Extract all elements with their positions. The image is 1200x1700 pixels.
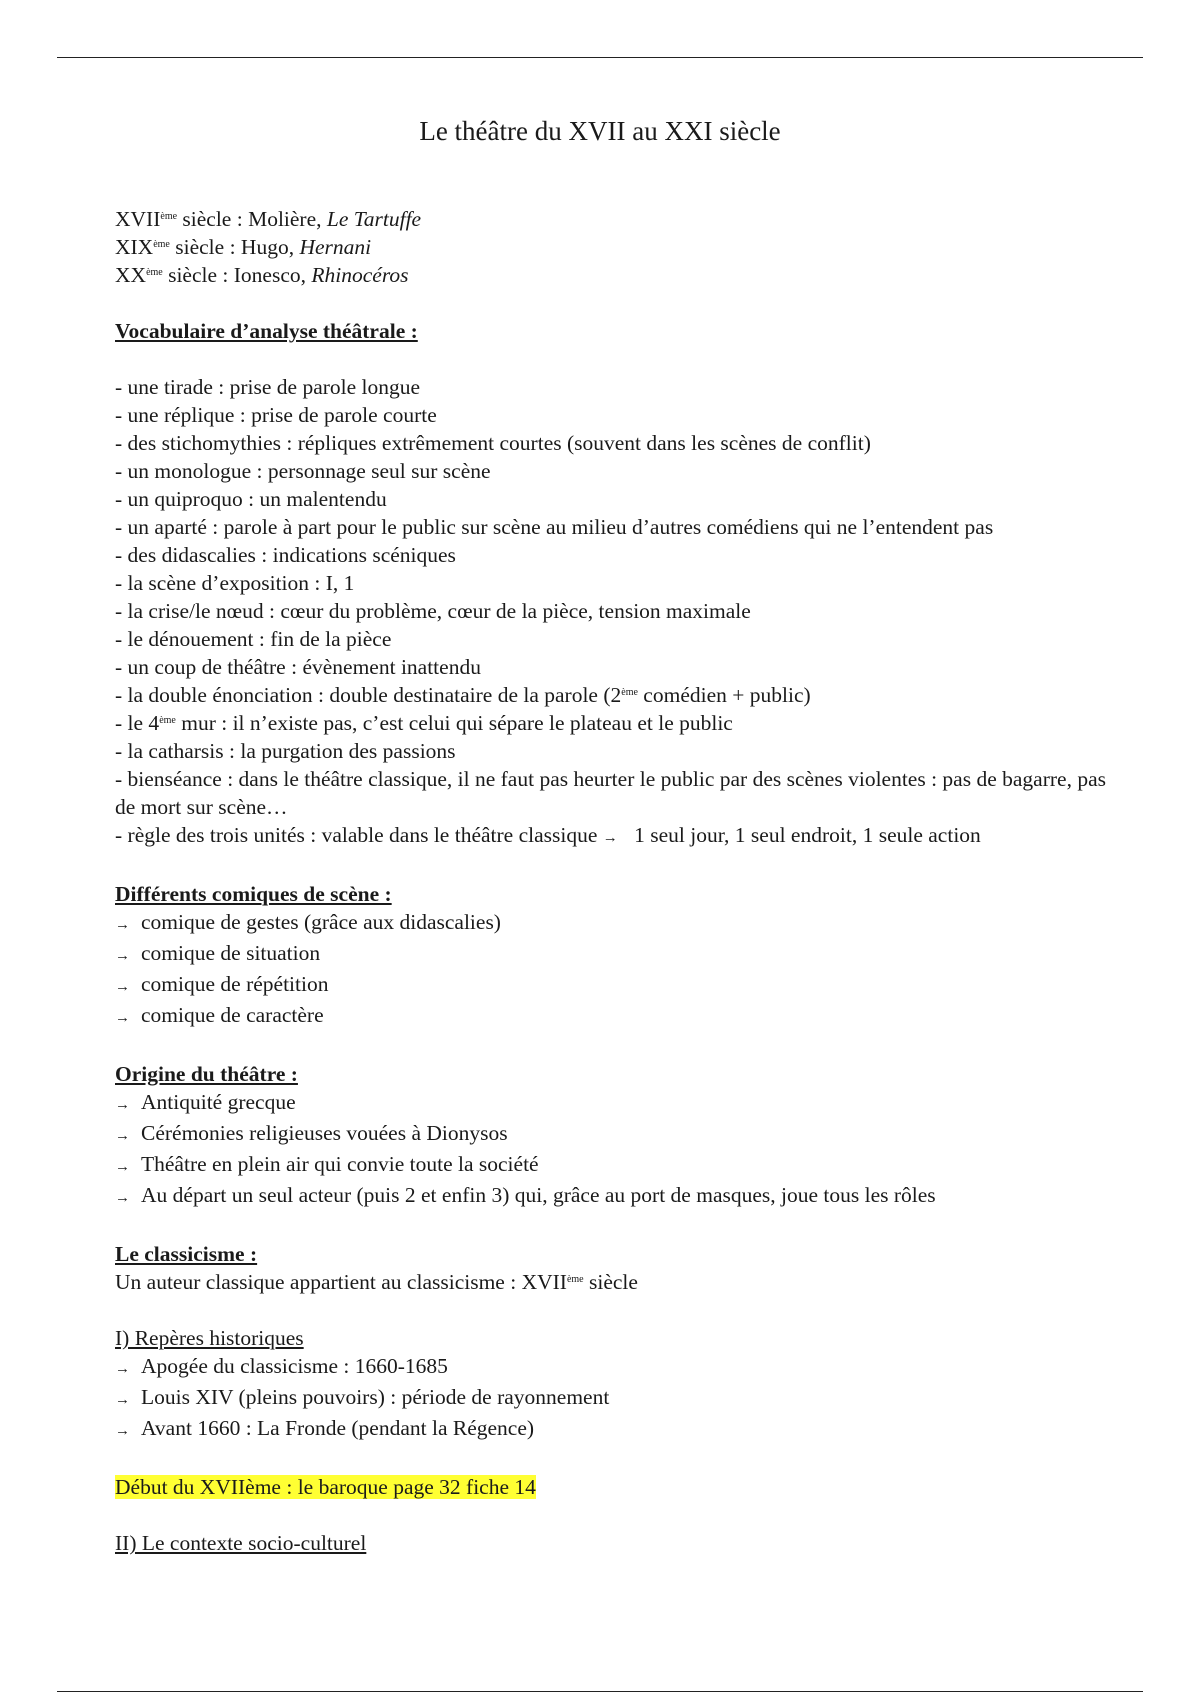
vocab-item: - le dénouement : fin de la pièce (115, 627, 392, 651)
item-text: comique de situation (141, 941, 321, 965)
arrow-icon: → (115, 1010, 130, 1026)
document-body (115, 205, 1115, 1557)
vocab-item (115, 681, 1115, 709)
superscript: ème (566, 1274, 584, 1285)
top-rule (57, 57, 1143, 58)
arrow-icon: → (115, 1128, 130, 1144)
arrow-icon: → (115, 948, 130, 964)
list-item (115, 1088, 1115, 1119)
work-title: Hernani (299, 235, 372, 259)
author-line (115, 261, 1115, 289)
section-heading-classicisme: Le classicisme : (115, 1242, 258, 1266)
author-text: siècle : Molière, (177, 207, 327, 231)
list-item (115, 1001, 1115, 1032)
list-item (115, 939, 1115, 970)
subsection-heading-reperes: I) Repères historiques (115, 1326, 304, 1350)
superscript: ème (146, 267, 163, 278)
list-item (115, 1181, 1115, 1212)
item-text: - la double énonciation : double destinataire de la parole (2 (115, 683, 622, 707)
item-text: Antiquité grecque (141, 1090, 296, 1114)
arrow-icon: → (115, 1423, 130, 1439)
item-text: Apogée du classicisme : 1660-1685 (141, 1354, 448, 1378)
bottom-rule (57, 1691, 1143, 1692)
section-heading-vocabulary: Vocabulaire d’analyse théâtrale : (115, 319, 418, 343)
arrow-icon: → (115, 917, 130, 933)
author-line (115, 233, 1115, 261)
item-text: comique de répétition (141, 972, 329, 996)
item-text: Au départ un seul acteur (puis 2 et enfin 3) qui, grâce au port de masques, joue tous les rôles (141, 1183, 936, 1207)
vocab-item (115, 821, 1115, 852)
arrow-icon: → (115, 1159, 130, 1175)
vocab-item: - des stichomythies : répliques extrêmement courtes (souvent dans les scènes de conflit) (115, 431, 871, 455)
section-heading-origine: Origine du théâtre : (115, 1062, 298, 1086)
vocab-item: - un monologue : personnage seul sur scène (115, 459, 491, 483)
arrow-icon: → (115, 1190, 130, 1206)
superscript: ème (159, 715, 176, 726)
superscript: ème (160, 211, 178, 222)
subsection-heading-contexte: II) Le contexte socio-culturel (115, 1531, 367, 1555)
vocab-item: - un coup de théâtre : évènement inattendu (115, 655, 481, 679)
vocab-item: - des didascalies : indications scéniques (115, 543, 456, 567)
item-text: Avant 1660 : La Fronde (pendant la Régence) (141, 1416, 535, 1440)
highlight-text: Début du XVIIème : le baroque page 32 fiche 14 (115, 1475, 536, 1499)
page-title: Le théâtre du XVII au XXI siècle (419, 116, 781, 146)
list-item (115, 908, 1115, 939)
item-text: Théâtre en plein air qui convie toute la société (141, 1152, 539, 1176)
century: XVII (115, 207, 161, 231)
superscript: ème (153, 239, 170, 250)
item-text: 1 seul jour, 1 seul endroit, 1 seule action (628, 823, 981, 847)
list-item (115, 970, 1115, 1001)
item-text: - règle des trois unités : valable dans le théâtre classique (115, 823, 598, 847)
vocab-item: - bienséance : dans le théâtre classique, il ne faut pas heurter le public par des scènes violentes : pas de bagarre, pas de mort sur scène… (115, 767, 1106, 819)
work-title: Le Tartuffe (326, 207, 422, 231)
item-text: mur : il n’existe pas, c’est celui qui sépare le plateau et le public (175, 711, 733, 735)
vocab-item: - la crise/le nœud : cœur du problème, cœur de la pièce, tension maximale (115, 599, 751, 623)
list-item (115, 1352, 1115, 1383)
author-line (115, 205, 1115, 233)
author-text: siècle : Ionesco, (162, 263, 312, 287)
vocab-item: - la catharsis : la purgation des passions (115, 739, 456, 763)
arrow-icon: → (115, 1097, 130, 1113)
arrow-icon: → (115, 979, 130, 995)
item-text: siècle (583, 1270, 638, 1294)
list-item (115, 1414, 1115, 1445)
list-item (115, 1383, 1115, 1414)
arrow-icon: → (115, 1392, 130, 1408)
vocab-item: - un aparté : parole à part pour le public sur scène au milieu d’autres comédiens qui ne l’entendent pas (115, 515, 994, 539)
highlighted-note (115, 1473, 1115, 1501)
list-item (115, 1150, 1115, 1181)
item-text: comique de caractère (141, 1003, 324, 1027)
vocab-item: - un quiproquo : un malentendu (115, 487, 387, 511)
classicisme-intro (115, 1268, 1115, 1296)
item-text: comique de gestes (grâce aux didascalies) (141, 910, 501, 934)
item-text: comédien + public) (637, 683, 811, 707)
century: XX (115, 263, 147, 287)
vocab-item: - la scène d’exposition : I, 1 (115, 571, 355, 595)
section-heading-comiques: Différents comiques de scène : (115, 882, 392, 906)
work-title: Rhinocéros (311, 263, 409, 287)
arrow-icon: → (115, 1361, 130, 1377)
vocab-item: - une réplique : prise de parole courte (115, 403, 437, 427)
list-item (115, 1119, 1115, 1150)
vocab-item: - une tirade : prise de parole longue (115, 375, 421, 399)
arrow-icon: → (602, 830, 618, 846)
item-text: Un auteur classique appartient au classicisme : XVII (115, 1270, 567, 1294)
item-text: - le 4 (115, 711, 160, 735)
item-text: Cérémonies religieuses vouées à Dionysos (141, 1121, 508, 1145)
superscript: ème (621, 687, 638, 698)
vocab-item (115, 709, 1115, 737)
author-text: siècle : Hugo, (169, 235, 300, 259)
item-text: Louis XIV (pleins pouvoirs) : période de rayonnement (141, 1385, 610, 1409)
century: XIX (115, 235, 154, 259)
